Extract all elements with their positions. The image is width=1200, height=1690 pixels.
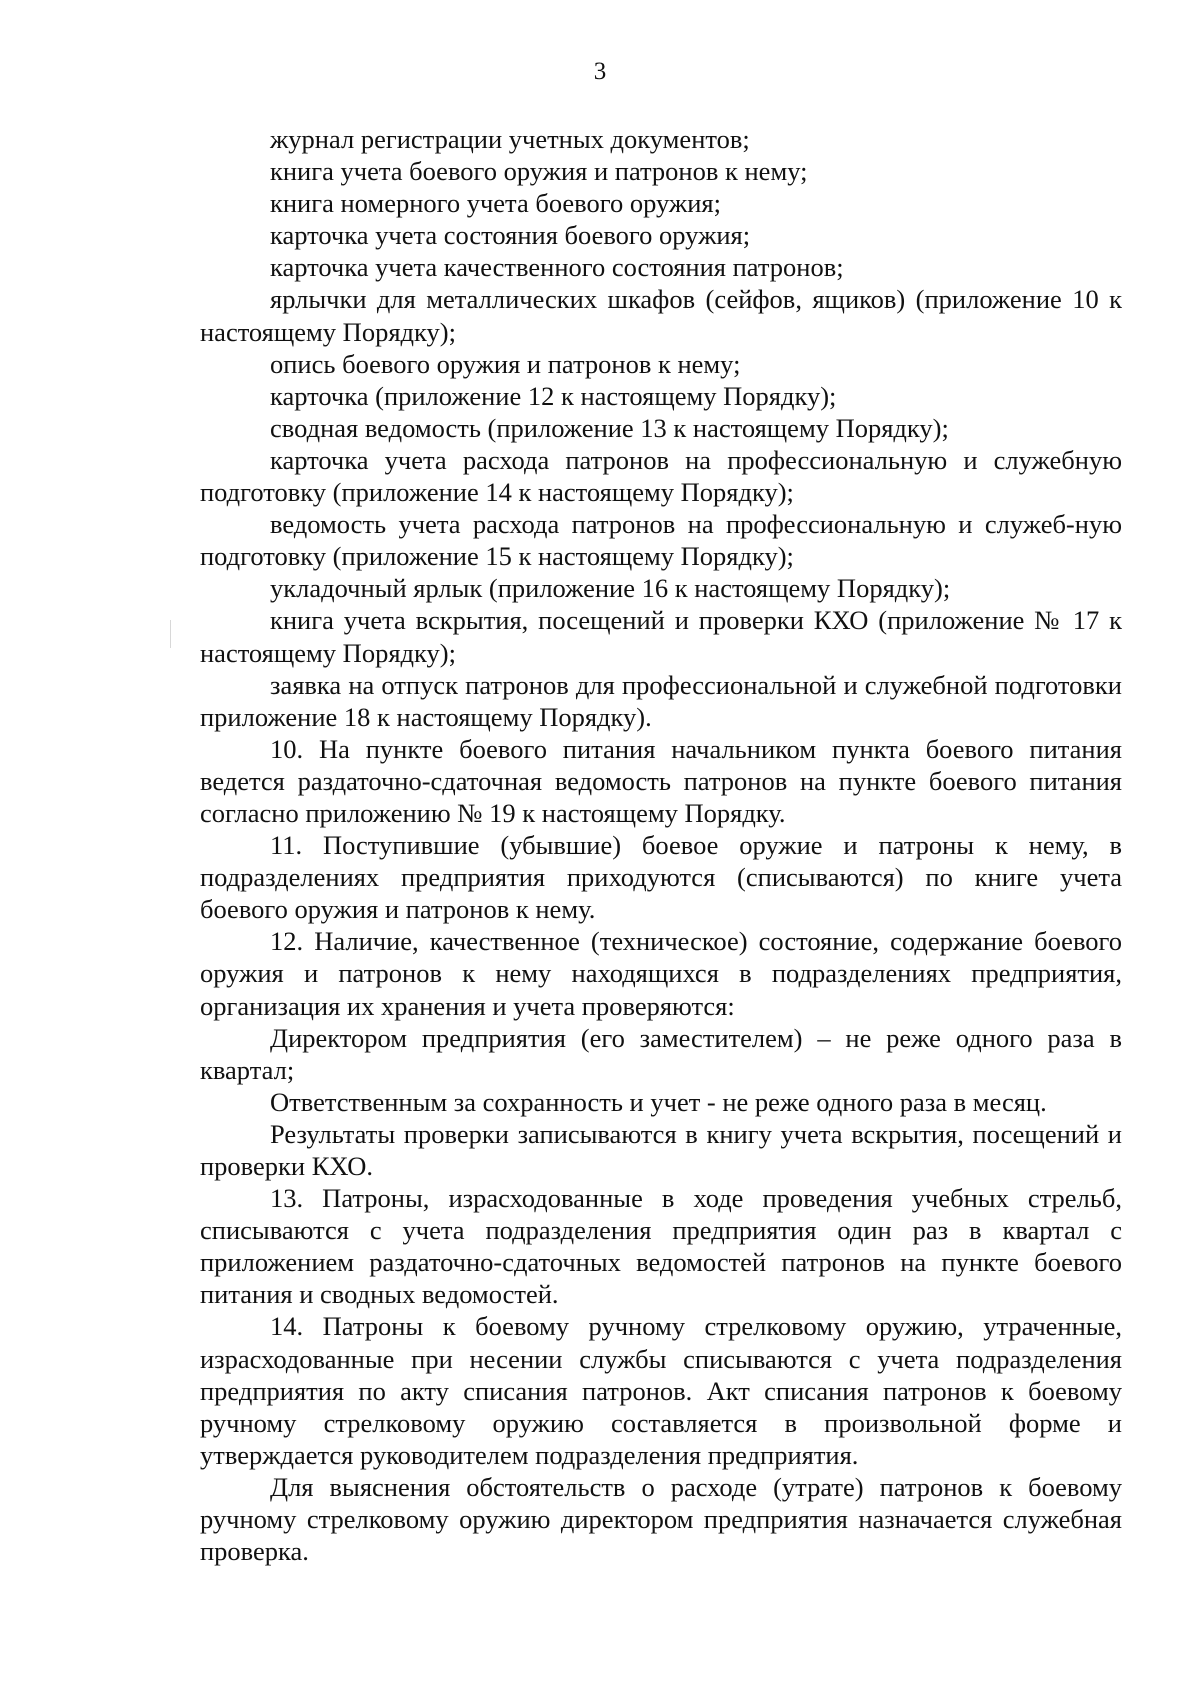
document-body bbox=[200, 123, 1122, 1567]
clause-12-director-check: Директором предприятия (его заместителем) – не реже одного раза в квартал; bbox=[200, 1022, 1122, 1085]
list-item-cartridge-request: заявка на отпуск патронов для профессиональной и служебной подготовки приложение 18 к настоящему Порядку). bbox=[200, 669, 1122, 732]
list-item-cartridge-usage-sheet: ведомость учета расхода патронов на профессиональную и служеб-ную подготовку (приложение 15 к настоящему Порядку); bbox=[200, 509, 1122, 572]
list-item-packing-label: укладочный ярлык (приложение 16 к настоящему Порядку); bbox=[270, 573, 951, 604]
clause-14-investigation: Для выяснения обстоятельств о расходе (утрате) патронов к боевому ручному стрелковому оружию директором предприятия назначается служебная проверка. bbox=[200, 1471, 1122, 1567]
list-item-cartridge-condition-card: карточка учета качественного состояния патронов; bbox=[270, 252, 844, 283]
page-number: 3 bbox=[593, 58, 607, 85]
list-item-weapon-condition-card: карточка учета состояния боевого оружия; bbox=[270, 220, 751, 251]
scan-mark bbox=[170, 620, 171, 648]
clause-13: 13. Патроны, израсходованные в ходе проведения учебных стрельб, списываются с учета подразделения предприятия один раз в квартал с приложением раздаточно-сдаточных ведомостей патронов на пункте боевого питания и сводных ведомостей. bbox=[200, 1183, 1122, 1310]
list-item-weapons-inventory: опись боевого оружия и патронов к нему; bbox=[270, 348, 741, 379]
clause-12: 12. Наличие, качественное (техническое) состояние, содержание боевого оружия и патронов к нему находящихся в подразделениях предприятия, организация их хранения и учета проверяются: bbox=[200, 926, 1122, 1021]
clause-14: 14. Патроны к боевому ручному стрелковому оружию, утраченные, израсходованные при несении службы списываются с учета подразделения предприятия по акту списания патронов. Акт списания патронов к боевому ручному стрелковому оружию составляется в произвольной форме и утверждается руководителем подразделения предприятия. bbox=[200, 1311, 1122, 1470]
list-item-card: карточка (приложение 12 к настоящему Порядку); bbox=[270, 380, 837, 411]
list-item-cabinet-labels: ярлычки для металлических шкафов (сейфов, ящиков) (приложение 10 к настоящему Порядку); bbox=[200, 284, 1122, 347]
list-item-kho-inspection-book: книга учета вскрытия, посещений и проверки КХО (приложение № 17 к настоящему Порядку); bbox=[200, 605, 1122, 668]
list-item-registration-journal: журнал регистрации учетных документов; bbox=[270, 124, 750, 154]
clause-11: 11. Поступившие (убывшие) боевое оружие и патроны к нему, в подразделениях предприятия приходуются (списываются) по книге учета боевого оружия и патронов к нему. bbox=[200, 830, 1122, 925]
clause-12-results: Результаты проверки записываются в книгу учета вскрытия, посещений и проверки КХО. bbox=[200, 1118, 1122, 1181]
list-item-weapons-ledger: книга учета боевого оружия и патронов к нему; bbox=[270, 156, 808, 187]
clause-10: 10. На пункте боевого питания начальником пункта боевого питания ведется раздаточно-сдаточная ведомость патронов на пункте боевого питания согласно приложению № 19 к настоящему Порядку. bbox=[200, 733, 1122, 828]
clause-12-responsible-check: Ответственным за сохранность и учет - не реже одного раза в месяц. bbox=[270, 1086, 1047, 1117]
list-item-serial-number-ledger: книга номерного учета боевого оружия; bbox=[270, 188, 721, 219]
list-item-cartridge-usage-card: карточка учета расхода патронов на профессиональную и служебную подготовку (приложение 14 к настоящему Порядку); bbox=[200, 444, 1122, 508]
list-item-summary-sheet: сводная ведомость (приложение 13 к настоящему Порядку); bbox=[270, 412, 949, 443]
